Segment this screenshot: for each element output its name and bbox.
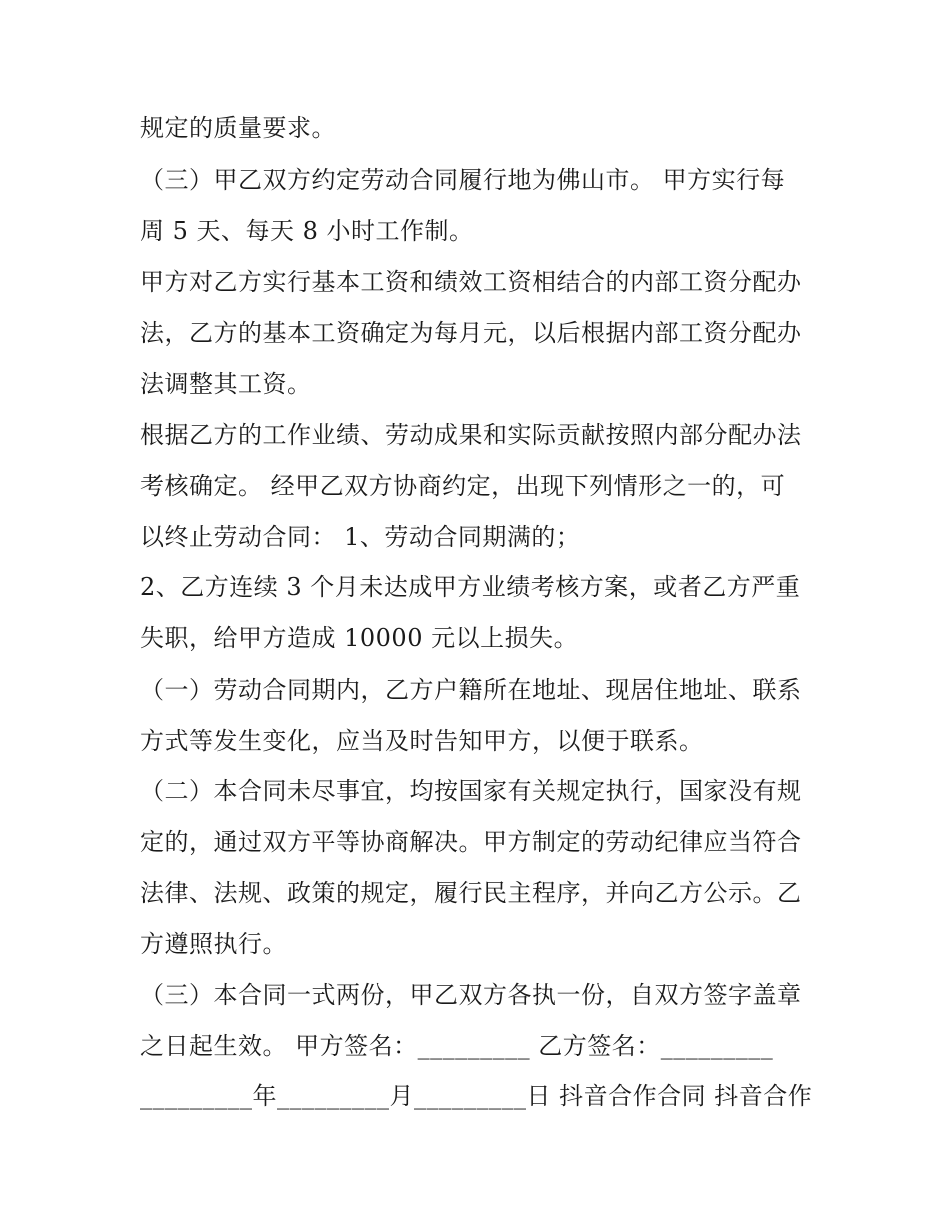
text-line: 失职，给甲方造成 10000 元以上损失。 [140, 624, 579, 652]
text-line: （三）甲乙双方约定劳动合同履行地为佛山市。 甲方实行每 [140, 166, 786, 194]
text-line: 规定的质量要求。 [140, 114, 336, 142]
text-line: 方遵照执行。 [140, 930, 287, 958]
text-line: 根据乙方的工作业绩、劳动成果和实际贡献按照内部分配办法 [140, 421, 802, 449]
text-line: （二）本合同未尽事宜，均按国家有关规定执行，国家没有规 [140, 777, 802, 805]
text-line: 法调整其工资。 [140, 370, 312, 398]
text-line: 甲方对乙方实行基本工资和绩效工资相结合的内部工资分配办 [140, 268, 802, 296]
text-line: 方式等发生变化，应当及时告知甲方，以便于联系。 [140, 727, 704, 755]
text-line: 之日起生效。 甲方签名：_________ 乙方签名：_________ [140, 1032, 774, 1060]
text-line: 定的，通过双方平等协商解决。甲方制定的劳动纪律应当符合 [140, 828, 802, 856]
text-line: _________年_________月_________日 抖音合作合同 抖音合作 [140, 1082, 813, 1110]
text-line: （三）本合同一式两份，甲乙双方各执一份，自双方签字盖章 [140, 981, 802, 1009]
text-line: 考核确定。 经甲乙双方协商约定，出现下列情形之一的，可 [140, 472, 786, 500]
text-line: 法律、法规、政策的规定，履行民主程序，并向乙方公示。乙 [140, 879, 802, 907]
text-line: （一）劳动合同期内，乙方户籍所在地址、现居住地址、联系 [140, 676, 802, 704]
text-line: 周 5 天、每天 8 小时工作制。 [140, 217, 474, 245]
text-line: 法，乙方的基本工资确定为每月元，以后根据内部工资分配办 [140, 319, 802, 347]
text-line: 2、乙方连续 3 个月未达成甲方业绩考核方案，或者乙方严重 [140, 573, 801, 601]
text-line: 以终止劳动合同： 1、劳动合同期满的； [140, 523, 581, 551]
